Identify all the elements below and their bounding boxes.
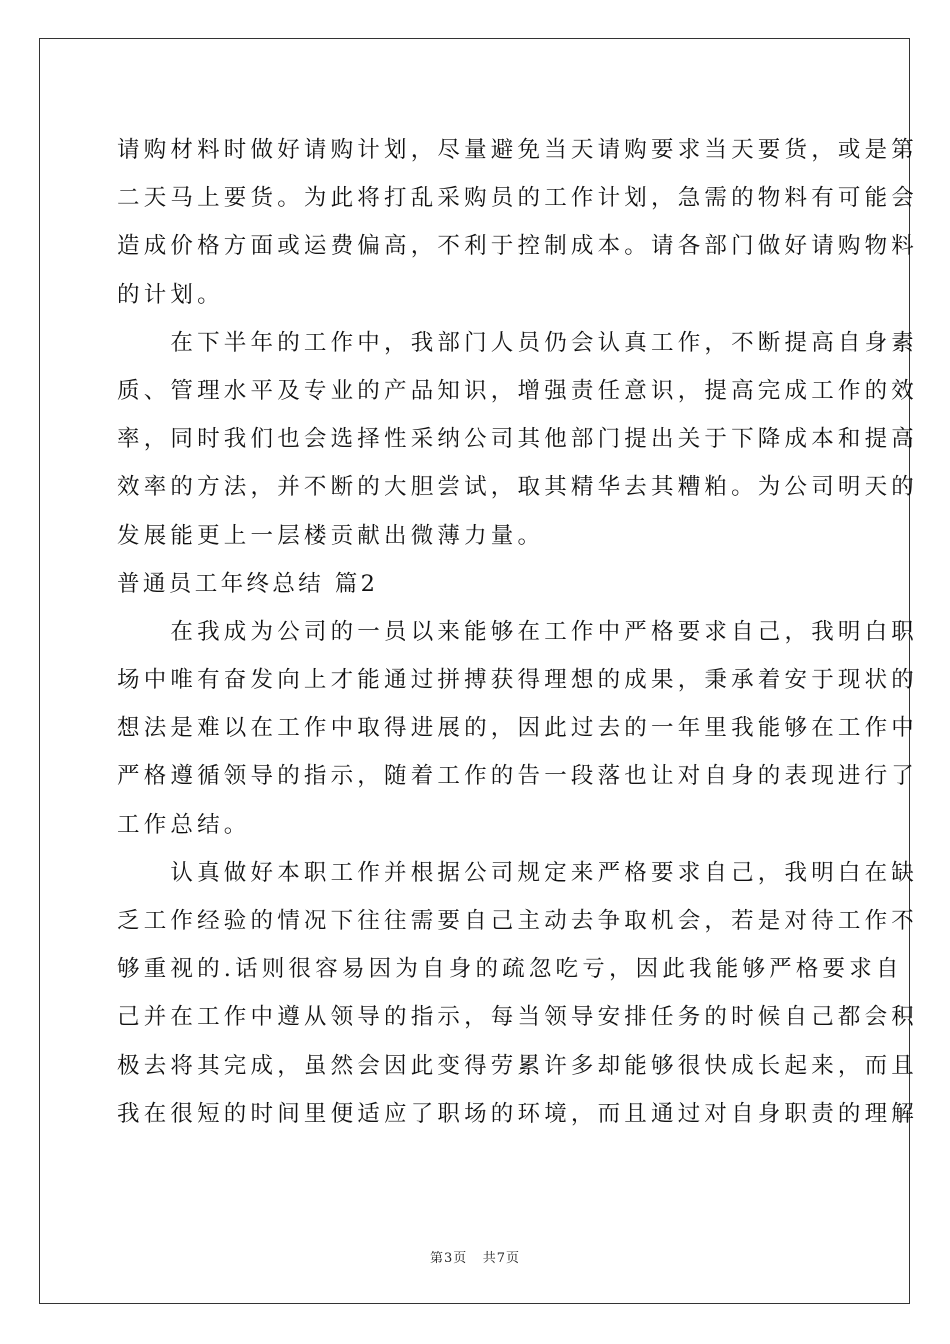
- text-line: 想法是难以在工作中取得进展的，因此过去的一年里我能够在工作中: [117, 715, 919, 742]
- text-line: 发展能更上一层楼贡献出微薄力量。: [117, 522, 545, 549]
- page-number: 第3页: [430, 1251, 468, 1266]
- text-line: 效率的方法，并不断的大胆尝试，取其精华去其糟粕。为公司明天的: [117, 474, 919, 501]
- text-line: 极去将其完成，虽然会因此变得劳累许多却能够很快成长起来，而且: [117, 1052, 919, 1079]
- text-line: 我在很短的时间里便适应了职场的环境，而且通过对自身职责的理解: [117, 1100, 919, 1127]
- text-line: 严格遵循领导的指示，随着工作的告一段落也让对自身的表现进行了: [117, 763, 919, 790]
- paragraph-job-duties: [117, 849, 919, 1138]
- heading-text: 普通员工年终总结 篇2: [117, 570, 379, 597]
- text-line: 乏工作经验的情况下往往需要自己主动去争取机会，若是对待工作不: [117, 908, 919, 934]
- section-heading: [117, 560, 835, 608]
- paragraph-purchase-plan: [117, 126, 919, 319]
- text-line: 够重视的.话则很容易因为自身的疏忽吃亏，因此我能够严格要求自: [117, 956, 903, 983]
- text-line: 己并在工作中遵从领导的指示，每当领导安排任务的时候自己都会积: [117, 1004, 919, 1031]
- paragraph-strict-requirements: [117, 608, 919, 849]
- text-line: 在我成为公司的一员以来能够在工作中严格要求自己，我明白职: [117, 618, 919, 645]
- page-footer: [0, 1250, 950, 1268]
- text-line: 二天马上要货。为此将打乱采购员的工作计划，急需的物料有可能会: [117, 185, 919, 212]
- text-line: 的计划。: [117, 281, 224, 308]
- text-line: 工作总结。: [117, 811, 251, 838]
- paragraph-second-half-year: [117, 319, 919, 560]
- text-line: 率，同时我们也会选择性采纳公司其他部门提出关于下降成本和提高: [117, 426, 919, 453]
- text-line: 场中唯有奋发向上才能通过拼搏获得理想的成果，秉承着安于现状的: [117, 667, 919, 694]
- document-body: [117, 126, 919, 1138]
- text-line: 在下半年的工作中，我部门人员仍会认真工作，不断提高自身素: [117, 329, 919, 356]
- text-line: 质、管理水平及专业的产品知识，增强责任意识，提高完成工作的效: [117, 377, 919, 404]
- text-line: 认真做好本职工作并根据公司规定来严格要求自己，我明白在缺: [117, 859, 919, 886]
- page-total: 共7页: [482, 1251, 520, 1266]
- text-line: 造成价格方面或运费偏高，不利于控制成本。请各部门做好请购物料: [117, 233, 919, 260]
- text-line: 请购材料时做好请购计划，尽量避免当天请购要求当天要货，或是第: [117, 137, 919, 163]
